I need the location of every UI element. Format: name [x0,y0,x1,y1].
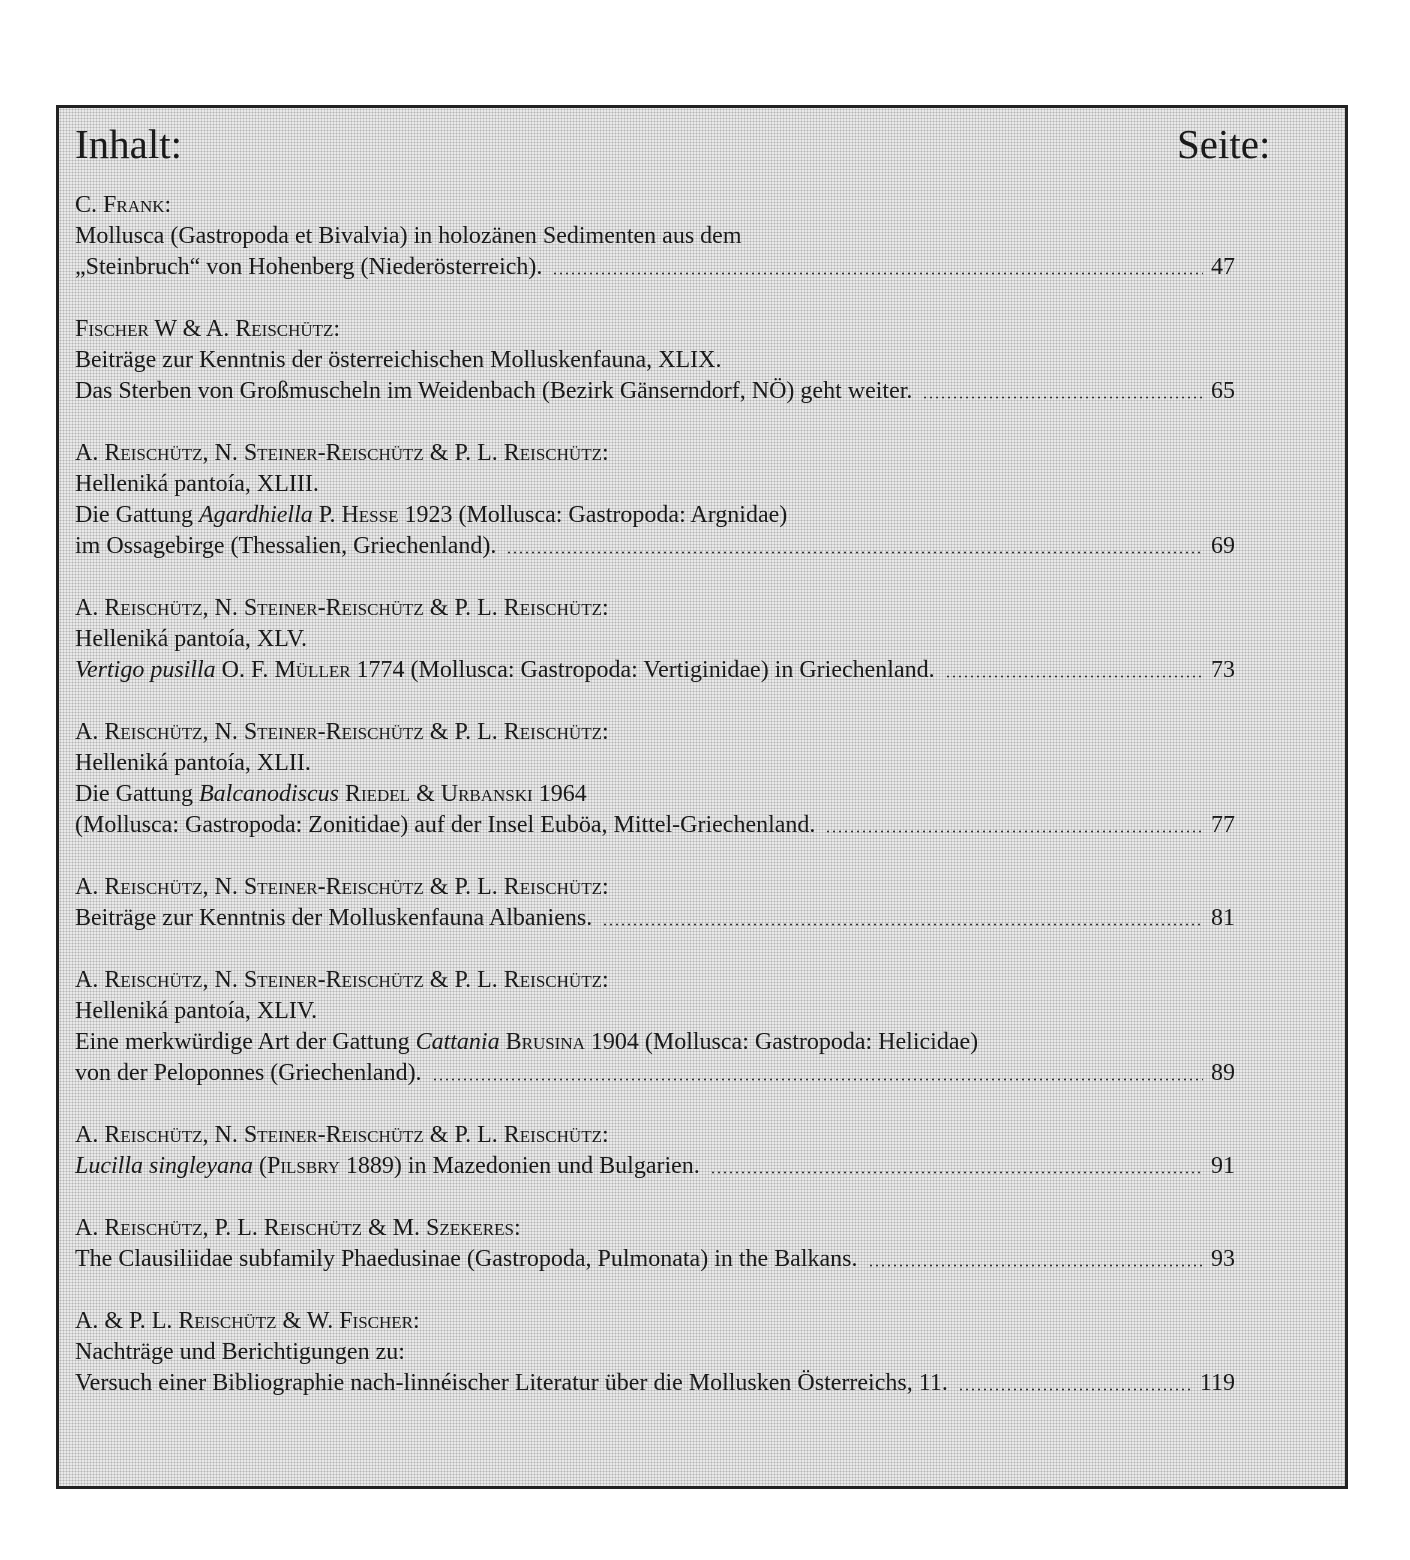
entry-authors: A. Reischütz, N. Steiner-Reischütz & P. L. Reischütz: [75,874,609,900]
entry-final-line [75,252,1235,283]
contents-heading: Inhalt: [75,121,183,167]
entry-title-line: Helleniká pantoía, XLIV. [75,998,318,1024]
entry-title-line: von der Peloponnes (Griechenland). [75,1060,422,1086]
toc-entry [75,1213,1235,1275]
page-number: 47 [1211,254,1235,280]
entry-title-line [75,779,1235,810]
toc-entry [75,1306,1235,1399]
entry-title-line: Helleniká pantoía, XLV. [75,626,307,652]
table-of-contents-box [56,105,1348,1489]
text-segment: ( [252,1153,267,1179]
page-number: 77 [1211,812,1235,838]
entry-title-line: Helleniká pantoía, XLII. [75,750,311,776]
toc-entry [75,438,1235,562]
dot-leader [945,675,1203,678]
author-citation: P. Hesse [312,502,399,528]
entry-title-line: Das Sterben von Großmuscheln im Weidenbach (Bezirk Gänserndorf, NÖ) geht weiter. [75,378,913,404]
entry-title-line: Beiträge zur Kenntnis der österreichischen Molluskenfauna, XLIX. [75,347,722,373]
entry-final-line [75,1058,1235,1089]
entry-title-line [75,655,935,686]
dot-leader [922,396,1203,399]
text-segment: Die Gattung [75,502,199,528]
entry-authors: A. Reischütz, N. Steiner-Reischütz & P. L. Reischütz: [75,1122,609,1148]
italic-taxon: Vertigo pusilla [75,657,216,683]
entry-final-line [75,810,1235,841]
entry-final-line [75,531,1235,562]
page-number: 65 [1211,378,1235,404]
entry-final-line [75,1244,1235,1275]
page-column-heading: Seite: [1177,121,1271,167]
author-citation: Riedel & Urbanski [338,781,533,807]
toc-entry [75,872,1235,934]
entry-authors: A. Reischütz, N. Steiner-Reischütz & P. L. Reischütz: [75,719,609,745]
entry-title-line: The Clausiliidae subfamily Phaedusinae (Gastropoda, Pulmonata) in the Balkans. [75,1246,858,1272]
page-number: 119 [1199,1370,1235,1396]
entry-authors: Fischer W & A. Reischütz: [75,316,341,342]
dot-leader [958,1388,1192,1391]
entry-title-line: Helleniká pantoía, XLIII. [75,471,319,497]
text-segment: 1923 (Mollusca: Gastropoda: Argnidae) [398,502,788,528]
text-segment: O. F. [215,657,275,683]
dot-leader [552,272,1203,275]
entry-title-line [75,1027,1235,1058]
page-number: 69 [1211,533,1235,559]
page-number: 81 [1211,905,1235,931]
dot-leader [602,923,1203,926]
entry-title-line [75,1151,700,1182]
entry-title-line: im Ossagebirge (Thessalien, Griechenland). [75,533,497,559]
toc-entry [75,965,1235,1089]
text-segment: Die Gattung [75,781,199,807]
dot-leader [432,1078,1203,1081]
entry-authors: A. Reischütz, N. Steiner-Reischütz & P. L. Reischütz: [75,967,609,993]
dot-leader [868,1264,1204,1267]
entry-title-line: Beiträge zur Kenntnis der Molluskenfauna Albaniens. [75,905,593,931]
entry-title-line: (Mollusca: Gastropoda: Zonitidae) auf der Insel Euböa, Mittel-Griechenland. [75,812,816,838]
text-segment: 1904 (Mollusca: Gastropoda: Helicidae) [584,1029,979,1055]
entry-final-line [75,903,1235,934]
toc-entry [75,593,1235,686]
page-number: 89 [1211,1060,1235,1086]
toc-entry [75,1120,1235,1182]
text-segment: 1774 (Mollusca: Gastropoda: Vertiginidae) in Griechenland. [350,657,935,683]
italic-taxon: Lucilla singleyana [75,1153,253,1179]
text-segment: 1964 [532,781,587,807]
author-citation: Müller [274,657,351,683]
author-citation: Brusina [499,1029,585,1055]
italic-taxon: Balcanodiscus [198,781,339,807]
text-segment: Eine merkwürdige Art der Gattung [75,1029,416,1055]
toc-entry-list [75,190,1235,1430]
entry-final-line [75,655,1235,686]
entry-final-line [75,1151,1235,1182]
entry-final-line [75,376,1235,407]
italic-taxon: Agardhiella [198,502,313,528]
author-citation: Pilsbry [266,1153,340,1179]
entry-title-line: Nachträge und Berichtigungen zu: [75,1339,405,1365]
page-number: 93 [1211,1246,1235,1272]
page-number: 73 [1211,657,1235,683]
entry-title-line [75,500,1235,531]
dot-leader [506,551,1203,554]
toc-entry [75,717,1235,841]
entry-title-line: Mollusca (Gastropoda et Bivalvia) in holozänen Sedimenten aus dem [75,223,742,249]
entry-authors: A. Reischütz, N. Steiner-Reischütz & P. L. Reischütz: [75,440,609,466]
entry-title-line: Versuch einer Bibliographie nach-linnéischer Literatur über die Mollusken Österreichs, 11. [75,1370,948,1396]
page-number: 91 [1211,1153,1235,1179]
toc-entry [75,190,1235,283]
italic-taxon: Cattania [415,1029,500,1055]
entry-authors: A. & P. L. Reischütz & W. Fischer: [75,1308,420,1334]
entry-authors: A. Reischütz, N. Steiner-Reischütz & P. L. Reischütz: [75,595,609,621]
dot-leader [825,830,1203,833]
entry-final-line [75,1368,1235,1399]
entry-authors: A. Reischütz, P. L. Reischütz & M. Szekeres: [75,1215,521,1241]
text-segment: 1889) in Mazedonien und Bulgarien. [339,1153,700,1179]
entry-title-line: „Steinbruch“ von Hohenberg (Niederösterreich). [75,254,543,280]
entry-authors: C. Frank: [75,192,172,218]
toc-entry [75,314,1235,407]
dot-leader [710,1171,1203,1174]
